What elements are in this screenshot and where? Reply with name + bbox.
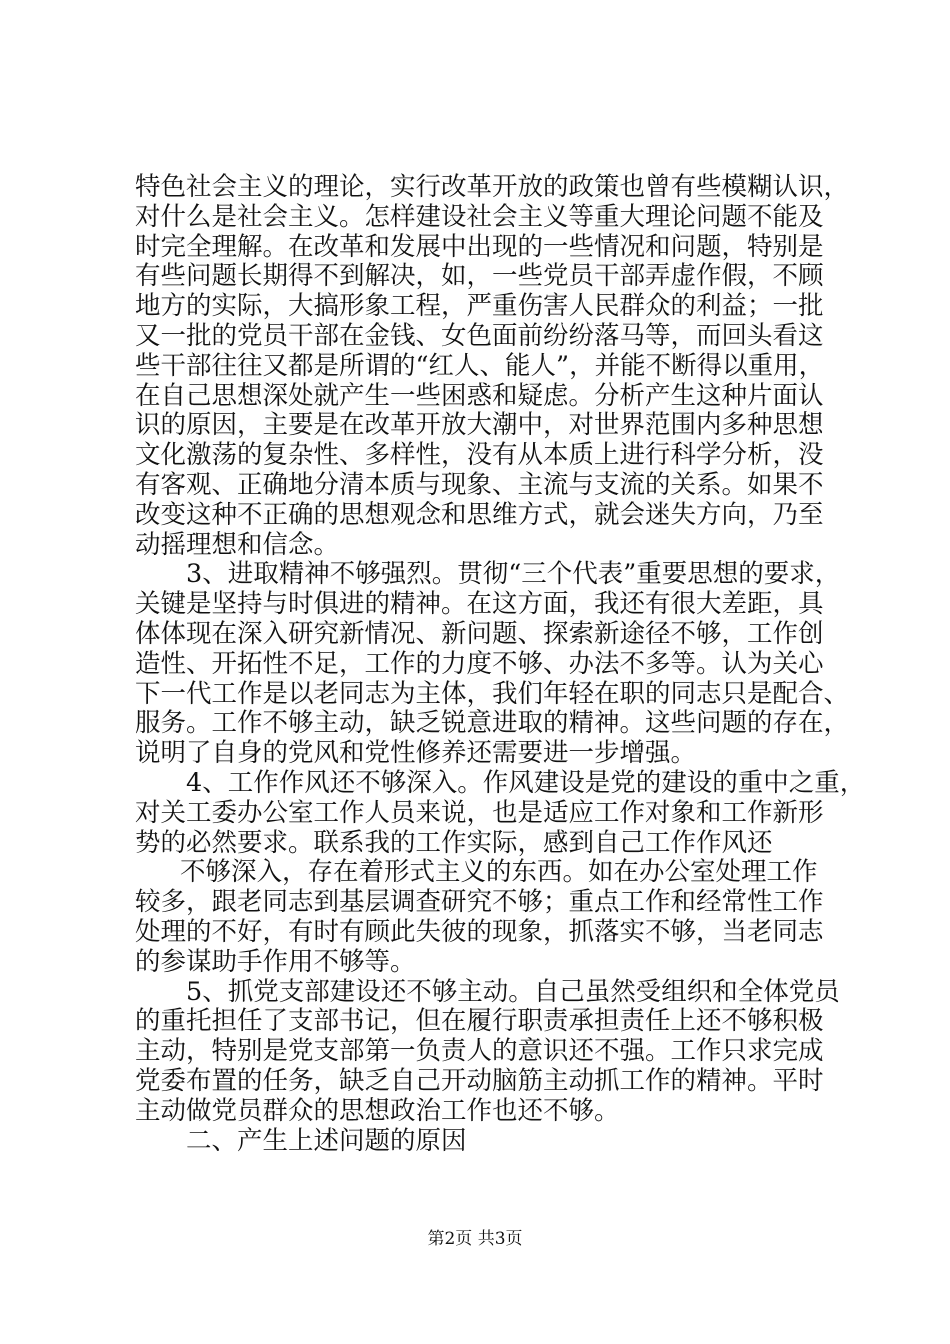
paragraph-item-5-start: 5、抓党支部建设还不够主动。自己虽然受组织和全体党员 [186,976,840,1007]
body-text-line: 服务。工作不够主动，缺乏锐意进取的精神。这些问题的存在， [135,708,850,739]
paragraph-item-4-start: 4、工作作风还不够深入。作风建设是党的建设的重中之重， [186,768,866,798]
body-text-line: 下一代工作是以老同志为主体，我们年轻在职的同志只是配合、 [135,678,850,709]
body-text-line-indented: 不够深入，存在着形式主义的东西。如在办公室处理工作 [180,857,818,888]
body-text-line: 动摇理想和信念。 [135,529,340,560]
body-text-line: 特色社会主义的理论，实行改革开放的政策也曾有些模糊认识， [135,172,850,202]
body-text-line: 又一批的党员干部在金钱、女色面前纷纷落马等，而回头看这 [135,321,824,351]
body-text-line: 的参谋助手作用不够等。 [135,946,416,977]
body-text-line: 较多，跟老同志到基层调查研究不够；重点工作和经常性工作 [135,887,824,918]
body-text-line: 主动，特别是党支部第一负责人的意识还不强。工作只求完成 [135,1036,824,1067]
body-text-line: 关键是坚持与时俱进的精神。在这方面，我还有很大差距，具 [135,589,824,620]
body-text-line: 地方的实际，大搞形象工程，严重伤害人民群众的利益；一批 [135,291,824,322]
body-text-line: 党委布置的任务，缺乏自己开动脑筋主动抓工作的精神。平时 [135,1066,824,1096]
body-text-line: 改变这种不正确的思想观念和思维方式，就会迷失方向，乃至 [135,499,824,530]
body-text-line: 文化激荡的复杂性、多样性，没有从本质上进行科学分析，没 [135,440,824,471]
body-text-line: 势的必然要求。联系我的工作实际，感到自己工作作风还 [135,827,773,858]
body-text-line: 对关工委办公室工作人员来说，也是适应工作对象和工作新形 [135,797,824,828]
body-text-line: 有些问题长期得不到解决，如，一些党员干部弄虚作假，不顾 [135,261,824,292]
body-text-line: 的重托担任了支部书记，但在履行职责承担责任上还不够积极 [135,1006,824,1037]
page-number-footer: 第2页 共3页 [427,1229,523,1249]
body-text-line: 处理的不好，有时有顾此失彼的现象，抓落实不够，当老同志 [135,917,824,947]
body-text-line: 些干部往往又都是所谓的“红人、能人”，并能不断得以重用， [135,350,825,381]
body-text-line: 时完全理解。在改革和发展中出现的一些情况和问题，特别是 [135,231,824,262]
body-text-line: 识的原因，主要是在改革开放大潮中，对世界范围内多种思想 [135,410,824,441]
body-text-line: 造性、开拓性不足，工作的力度不够、办法不多等。认为关心 [135,648,824,679]
body-text-line: 在自己思想深处就产生一些困惑和疑虑。分析产生这种片面认 [135,380,824,411]
paragraph-item-3-start: 3、进取精神不够强烈。贯彻“三个代表”重要思想的要求， [186,559,841,590]
section-heading: 二、产生上述问题的原因 [186,1125,467,1156]
body-text-line: 说明了自身的党风和党性修养还需要进一步增强。 [135,738,697,769]
body-text-line: 对什么是社会主义。怎样建设社会主义等重大理论问题不能及 [135,201,824,232]
body-text-line: 有客观、正确地分清本质与现象、主流与支流的关系。如果不 [135,470,824,500]
body-text-line: 主动做党员群众的思想政治工作也还不够。 [135,1095,620,1126]
body-text-line: 体体现在深入研究新情况、新问题、探索新途径不够，工作创 [135,619,824,649]
